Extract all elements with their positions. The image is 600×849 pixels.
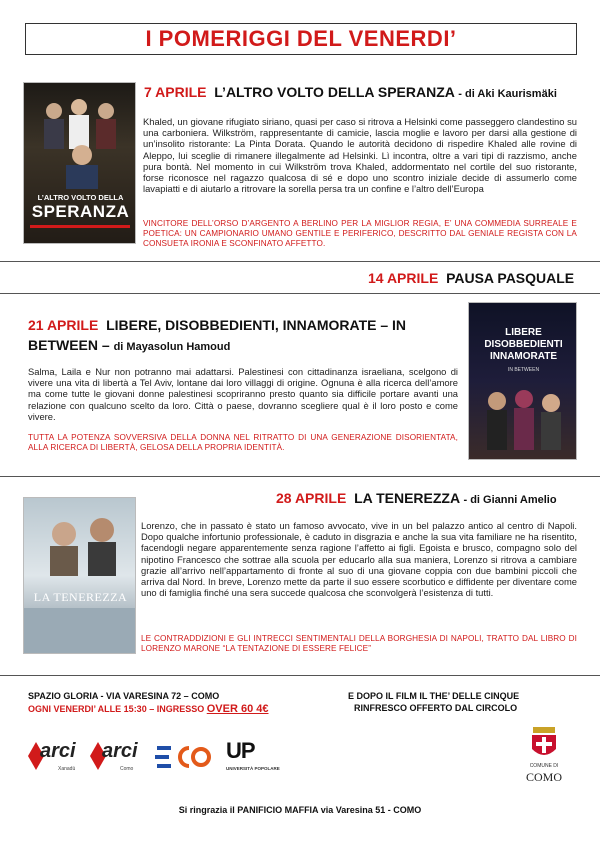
- film-2-quote: TUTTA LA POTENZA SOVVERSIVA DELLA DONNA NEL RITRATTO DI UNA GENERAZIONE DISORIENTATA, ALLA RICERCA DI LIBERTÀ, GELOSA DELLA PROPRIA IDENTITÀ.: [28, 433, 458, 452]
- up-sub: UNIVERSITÀ POPOLARE: [226, 766, 280, 771]
- como-small-text: COMUNE DI: [529, 763, 559, 769]
- poster-3-title: LA TENEREZZA: [33, 590, 128, 604]
- poster-altro-volto: [23, 82, 136, 244]
- poster-libere: [468, 302, 577, 460]
- poster-2-line-1: LIBERE: [505, 327, 542, 338]
- film-1-title: L’ALTRO VOLTO DELLA SPERANZA: [214, 84, 455, 100]
- divider-4: [0, 675, 600, 676]
- up-text: UP: [226, 738, 255, 763]
- divider-2: [0, 293, 600, 294]
- arci-2-text: arci: [102, 740, 138, 762]
- como-crest-icon: [529, 727, 559, 761]
- comune-como-logo: [519, 727, 569, 787]
- film-1-plot: Khaled, un giovane rifugiato siriano, quasi per caso si ritrova a Helsinki come passeggero clandestino su una carboniera. Wilkström, rappresentante di camicie, lascia moglie e lavoro per darsi alla gestione di un’insolito ristorante: La Pinta Dorata. Quando le autorità decidono di rispedire Khaled alle rovine di Aleppo, lui sceglie di rimanere illegalmente ad Helsinki. Lì incontra, oltre a vari tipi di razzismo, anche pura bontà. Nel momento in cui Wilkström trova Khaled, addormentato nel cortile del suo ristorante, forse riconosce nel ragazzo qualcosa di sé e dopo uno scontro iniziale decide di assumerlo come lavapiatti e di aiutarlo a ritrovare la sorella persa tra un confine e l’altro dell’Europa: [143, 116, 577, 195]
- film-1-quote: VINCITORE DELL’ORSO D’ARGENTO A BERLINO PER LA MIGLIOR REGIA, E’ UNA COMMEDIA SURREALE E POETICA: UN CAMPIONARIO UMANO GENTILE E PERIFERICO, DESCRITTO DAL GENIALE REGISTA CON LA CONSUETA IRONIA E SCONFINATO AFFETTO.: [143, 219, 577, 248]
- arci-1-sub: Xanadù: [58, 766, 76, 772]
- thanks-text: Si ringrazia il PANIFICIO MAFFIA via Varesina 51 - COMO: [178, 805, 422, 815]
- film-2-title-line2: BETWEEN –: [28, 337, 110, 353]
- arci-xanadu-logo: [28, 738, 88, 778]
- film-3-title: LA TENEREZZA: [354, 490, 460, 506]
- film-3-heading: [276, 490, 557, 506]
- schedule-text: OGNI VENERDI’ ALLE 15:30 – INGRESSO: [28, 704, 205, 714]
- film-2-director: di Mayasolun Hamoud: [113, 341, 231, 353]
- film-1-heading: [144, 84, 557, 100]
- price-text: OVER 60 4€: [206, 703, 269, 715]
- film-2-date: 21 APRILE: [28, 317, 99, 333]
- poster-tenerezza: [23, 497, 136, 654]
- poster-2-line-4: IN BETWEEN: [507, 367, 540, 373]
- cq-logo-icon: [155, 742, 215, 772]
- pause-heading: [368, 270, 574, 286]
- page-title: I POMERIGGI DEL VENERDI’: [25, 23, 577, 55]
- film-1-date: 7 APRILE: [144, 84, 207, 100]
- arci-como-logo: [90, 738, 150, 778]
- film-2-heading: [28, 315, 406, 357]
- venue-text: SPAZIO GLORIA - VIA VARESINA 72 – COMO: [28, 691, 220, 701]
- film-3-quote: LE CONTRADDIZIONI E GLI INTRECCI SENTIMENTALI DELLA BORGHESIA DI NAPOLI, TRATTO DAL LIBRO DI LORENZO MARONE “LA TENTAZIONE DI ESSERE FELICE”: [141, 634, 577, 653]
- divider-1: [0, 261, 600, 262]
- film-3-plot: Lorenzo, che in passato è stato un famoso avvocato, vive in un bel palazzo antico al centro di Napoli. Dopo qualche infortunio professionale, è caduto in disgrazia e anche la sua vita familiare ne ha risentito, facendogli negare apparentemente senza ragione l’affetto ai figli. Egoista e brusco, compagno solo del nipotino Francesco che sottrae alla scuola per educarlo alla sua maniera, Lorenzo si ritrova a cambiare grazie all’arrivo nell’appartamento di fronte al suo di una giovane coppia con due bambini piccoli che arriva dal Nord. In breve, Lorenzo mette da parte il suo essere scorbutico e diffidente per diventare come uno di famiglia finché una sera succede qualcosa che sconvolgerà l’esistenza di tutti.: [141, 520, 577, 599]
- cq-logo: [155, 742, 215, 772]
- poster-title-small: L’ALTRO VOLTO DELLA: [37, 193, 124, 202]
- poster-2-line-3: INNAMORATE: [489, 351, 558, 362]
- film-2-plot: Salma, Laila e Nur non potranno mai adattarsi. Palestinesi con cittadinanza israeliana, scelgono di vivere una vita di libertà a Tel Aviv, lontane dai loro villaggi di origine. Ognuna è alla ricerca dell’amore ma come tutte le giovani donne palestinesi scopriranno presto quanto sia difficile portare avanti una relazione con qualcuno scelto da loro. Città o paese, dovranno scegliere qual è il loro posto e come vivere.: [28, 366, 458, 422]
- como-text: COMO: [525, 770, 562, 784]
- film-2-title-line1: LIBERE, DISOBBEDIENTI, INNAMORATE – IN: [106, 317, 407, 333]
- film-3-date: 28 APRILE: [276, 490, 347, 506]
- poster-2-line-2: DISOBBEDIENTI: [484, 339, 563, 350]
- arci-1-text: arci: [40, 740, 76, 762]
- poster-title-big: SPERANZA: [31, 202, 130, 221]
- arci-2-sub: Como: [120, 766, 134, 772]
- film-1-director: - di Aki Kaurismäki: [458, 88, 557, 100]
- pause-date: 14 APRILE: [368, 270, 439, 286]
- film-3-director: - di Gianni Amelio: [463, 494, 557, 506]
- poster-2-women-illustration: [469, 303, 577, 460]
- pause-label: PAUSA PASQUALE: [446, 270, 575, 286]
- up-logo: [226, 738, 296, 778]
- divider-3: [0, 476, 600, 477]
- after-line-2: RINFRESCO OFFERTO DAL CIRCOLO: [354, 703, 518, 713]
- after-line-1: E DOPO IL FILM IL THE’ DELLE CINQUE: [348, 691, 520, 701]
- schedule-line: [28, 703, 269, 715]
- poster-3-illustration: [24, 498, 136, 654]
